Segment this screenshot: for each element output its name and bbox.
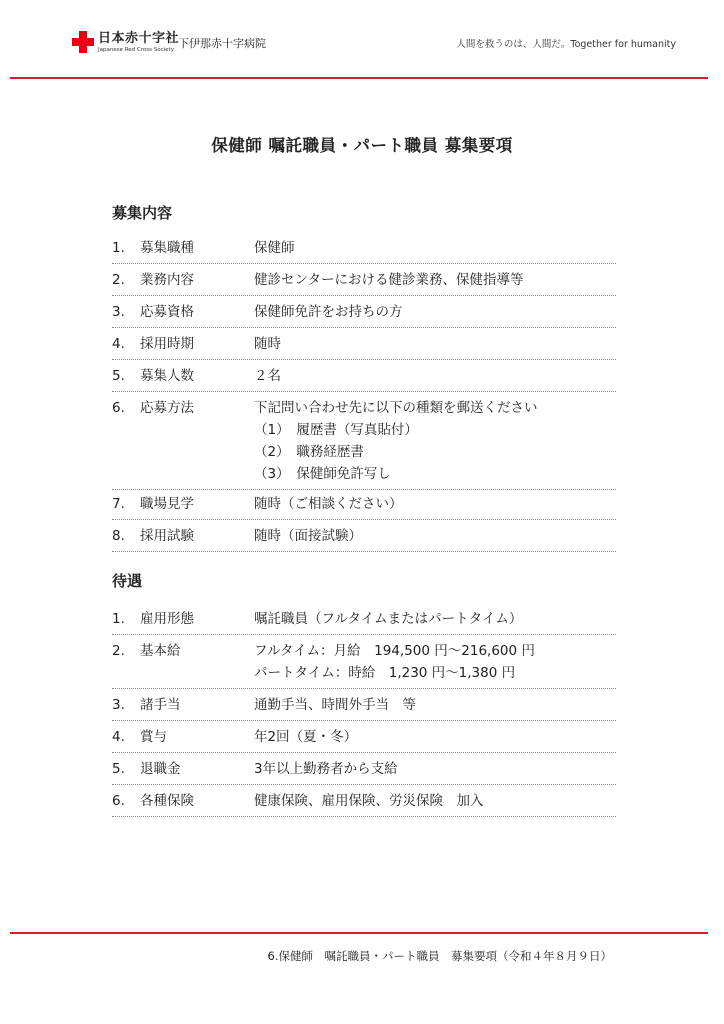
item-value-line: 下記問い合わせ先に以下の種類を郵送ください [254,400,538,416]
item-number: 1. [112,240,125,256]
item-value-line: 保健師 [254,240,295,256]
item-value [254,269,523,291]
item-number: 3. [112,304,125,320]
recruitment-item-row [112,365,616,392]
org-name: 日本赤十字社 [98,31,180,46]
item-value [254,694,416,716]
item-number: 8. [112,528,125,544]
item-label: 採用時期 [140,336,194,352]
footer-divider [10,932,708,934]
item-value [254,237,295,259]
recruitment-item-row [112,493,616,520]
item-label: 雇用形態 [140,611,194,627]
item-label: 応募方法 [140,400,194,416]
item-number: 5. [112,368,125,384]
org-name-en: Japanese Red Cross Society [98,47,174,53]
treatment-item-row [112,694,616,721]
item-value [254,758,398,780]
item-label: 採用試験 [140,528,194,544]
item-label: 諸手当 [140,697,181,713]
section-heading-recruitment: 募集内容 [112,204,173,222]
item-value [254,790,484,812]
hospital-name: 下伊那赤十字病院 [178,37,266,50]
treatment-item-row [112,790,616,817]
item-value-line: （3） 保健師免許写し [254,466,391,482]
item-number: 7. [112,496,125,512]
item-value-line: ２名 [254,368,281,384]
item-label: 基本給 [140,643,181,659]
item-value-line: 健診センターにおける健診業務、保健指導等 [254,272,524,288]
item-value [254,365,281,387]
item-value-line: 通勤手当、時間外手当 等 [254,697,416,713]
item-value-line: 随時（ご相談ください） [254,496,403,512]
item-value-line: 3年以上勤務者から支給 [254,761,398,777]
recruitment-item-row [112,269,616,296]
item-number: 6. [112,400,125,416]
item-value-line: 健康保険、雇用保険、労災保険 加入 [254,793,484,809]
item-value [254,301,403,323]
item-number: 3. [112,697,125,713]
item-label: 職場見学 [140,496,194,512]
treatment-item-row [112,726,616,753]
item-value [254,608,522,630]
item-number: 4. [112,729,125,745]
item-label: 応募資格 [140,304,194,320]
item-number: 6. [112,793,125,809]
item-label: 退職金 [140,761,181,777]
section-heading-treatment: 待遇 [112,572,143,590]
treatment-item-row [112,640,616,689]
item-label: 募集人数 [140,368,194,384]
page-title: 保健師 嘱託職員・パート職員 募集要項 [211,136,513,155]
item-value [254,525,362,547]
treatment-item-row [112,758,616,785]
item-value-line: 年2回（夏・冬） [254,729,358,745]
item-number: 1. [112,611,125,627]
item-value-line: 保健師免許をお持ちの方 [254,304,403,320]
item-value [254,640,535,684]
item-value-line: 嘱託職員（フルタイムまたはパートタイム） [254,611,523,627]
recruitment-item-row [112,397,616,490]
item-value-line: パートタイム：時給 1,230 円～1,380 円 [254,665,516,681]
item-number: 2. [112,272,125,288]
footer-text: 6.保健師 嘱託職員・パート職員 募集要項（令和４年８月９日） [267,949,612,963]
item-label: 募集職種 [140,240,194,256]
item-label: 業務内容 [140,272,194,288]
page-header [0,0,724,80]
item-number: 4. [112,336,125,352]
item-value [254,333,281,355]
item-value-line: フルタイム：月給 194,500 円～216,600 円 [254,643,535,659]
item-value-line: （1） 履歴書（写真貼付） [254,422,418,438]
red-cross-icon [72,31,94,53]
recruitment-item-row [112,237,616,264]
slogan: 人間を救うのは、人間だ。Together for humanity [456,39,676,50]
item-label: 賞与 [140,729,167,745]
item-label: 各種保険 [140,793,194,809]
item-number: 5. [112,761,125,777]
item-number: 2. [112,643,125,659]
item-value [254,726,357,748]
item-value-line: 随時（面接試験） [254,528,362,544]
item-value [254,397,538,485]
treatment-item-row [112,608,616,635]
recruitment-item-row [112,301,616,328]
item-value-line: 随時 [254,336,281,352]
recruitment-item-row [112,525,616,552]
item-value-line: （2） 職務経歴書 [254,444,364,460]
recruitment-item-row [112,333,616,360]
red-cross-logo [72,31,179,54]
item-value [254,493,403,515]
header-divider [10,77,708,79]
